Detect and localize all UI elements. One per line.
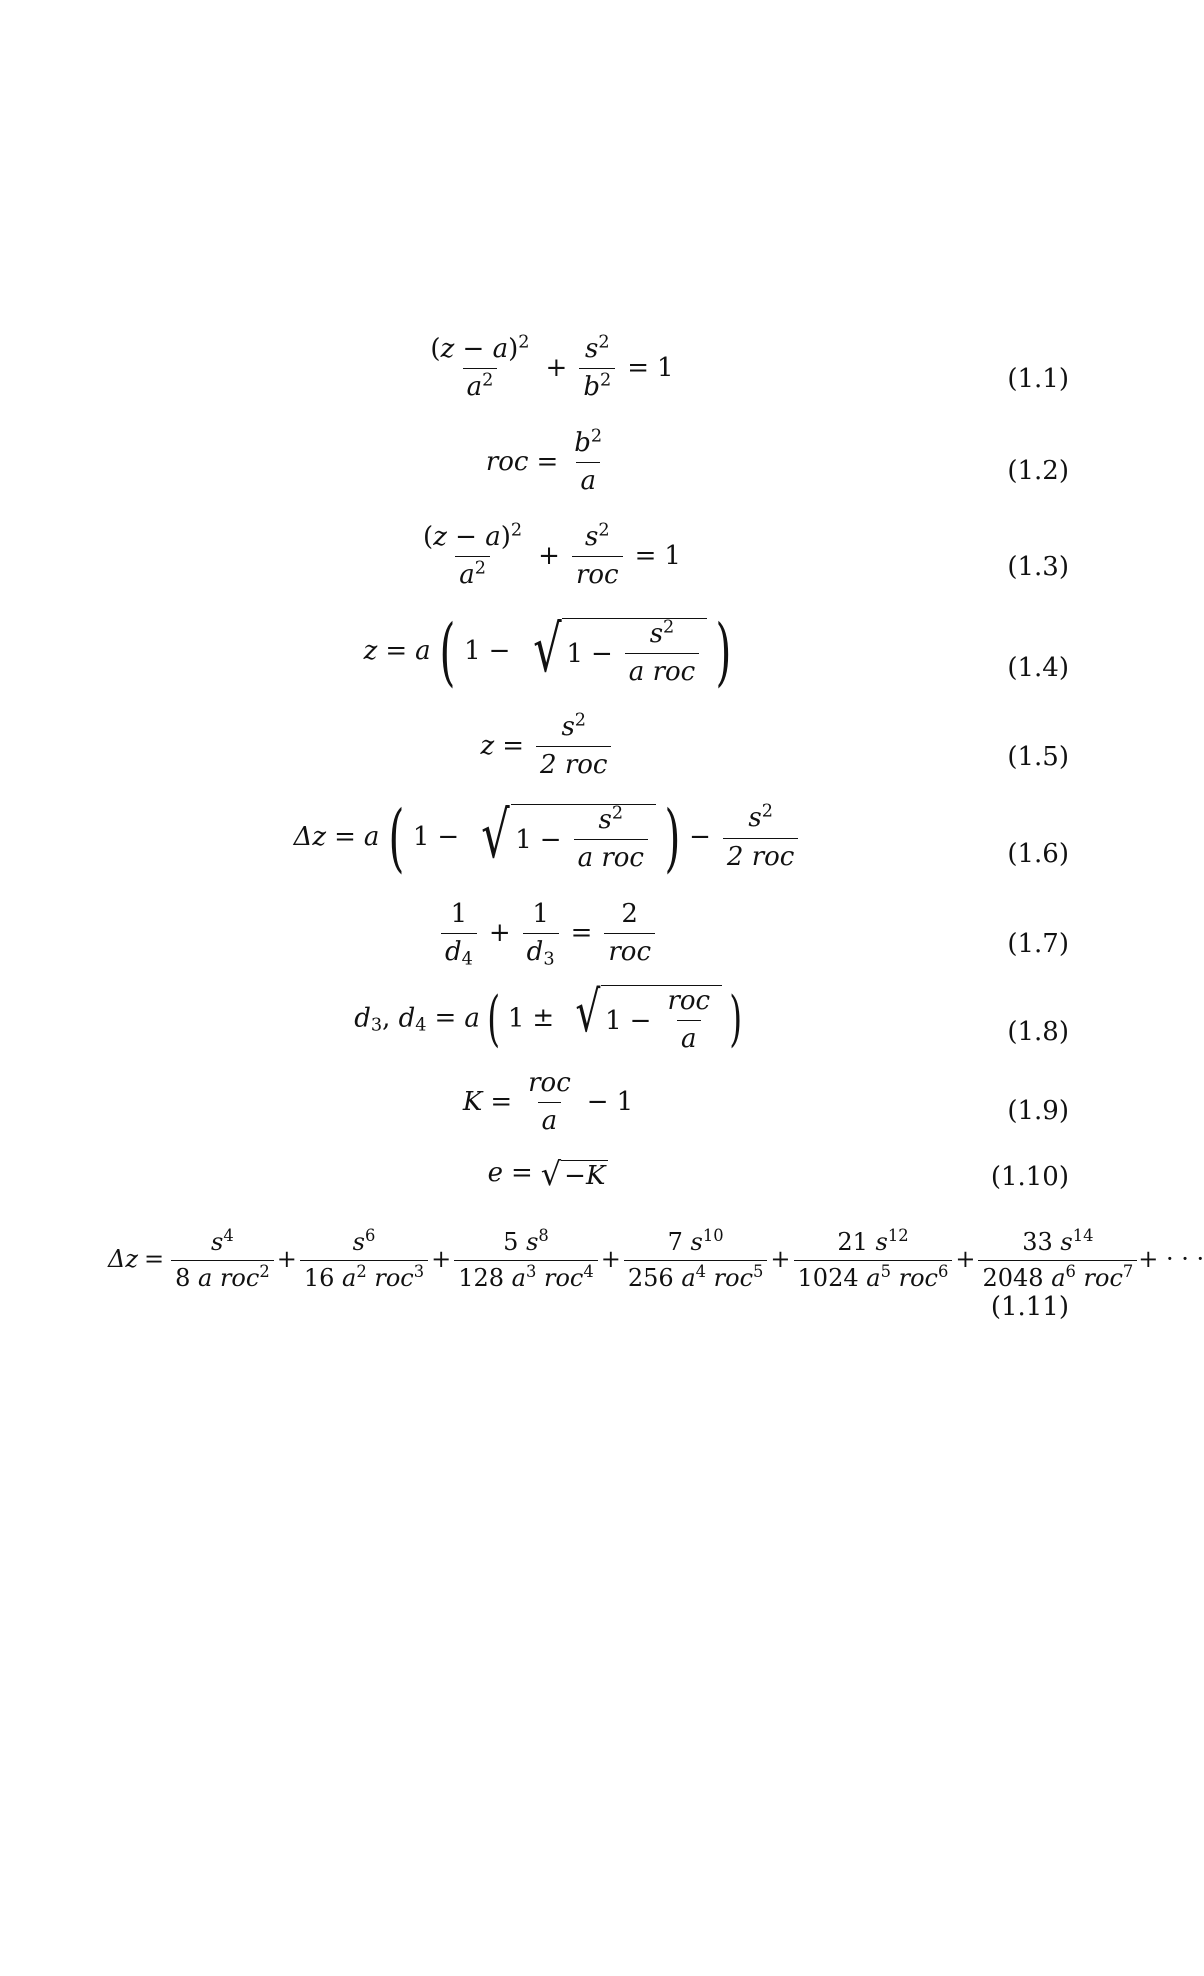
equation-number: (1.7)	[1007, 929, 1069, 959]
square-root: √ 1 − $\frac{s^2}{\text{a roc}}$	[527, 618, 708, 687]
square-root: √ 1 − $\frac{s^2}{\text{a roc}}$	[475, 804, 656, 873]
plus-operator: +	[770, 1245, 791, 1274]
series-term: $\frac{s^4}{8 a roc^2}$	[171, 1230, 274, 1291]
fraction: $\frac{b^2}{a}$	[574, 426, 603, 497]
plus-operator: +	[600, 1245, 621, 1274]
fraction: $\frac{(z - a)^2}{a^2}$	[423, 520, 523, 591]
equation-number: (1.4)	[1007, 653, 1069, 683]
equation-body: z = $\frac{s^2}{\text{2 roc}}$	[0, 714, 1096, 780]
equation-number: (1.3)	[1007, 552, 1069, 582]
roc-symbol: roc	[485, 446, 529, 477]
fraction: $\frac{s^2}{\text{roc}}$	[572, 524, 623, 590]
equation-number: (1.5)	[1007, 742, 1069, 772]
plus-operator: +	[955, 1245, 976, 1274]
equation-body: K = $\frac{\text{roc}}{a}$ − 1	[462, 1068, 634, 1137]
equation-body: z = a ( 1 − √ 1 − $\frac{s^2}{\text{a roc}}$ )	[363, 609, 732, 695]
fraction: $\frac{s^2}{\text{2 roc}}$	[536, 714, 611, 780]
equation-number: (1.2)	[1007, 456, 1069, 486]
equation-number: (1.1)	[1007, 364, 1069, 394]
equation-body: roc = $\frac{b^2}{a}$	[0, 430, 1096, 496]
plus-operator: +	[431, 1245, 452, 1274]
left-paren: (	[439, 609, 456, 695]
equation-body: Δz = $\frac{s^4}{8 a roc^2}$ + $\frac{s^6}{16 a^2 roc^3}$ + $\frac{5 s^8}{128 a^3 roc^4}$ + $\frac{7 s^{10}}{256 a^4 roc^5}$ + $\frac{21 s^{12}}{1024 a^5 roc^6}$ + $\frac{33 s^{14}}{2048 a^6 roc^7}$ + · · ·	[108, 1226, 1204, 1293]
equation-body: Δz = a ( 1 − √ 1 − $\frac{s^2}{\text{a roc}}$ ) − $\frac{s^2}{\text{2 roc}}$	[0, 801, 1096, 875]
equation-number: (1.6)	[1007, 839, 1069, 869]
series-term: $\frac{33 s^{14}}{2048 a^6 roc^7}$	[978, 1230, 1137, 1291]
equation-number: (1.8)	[1007, 1017, 1069, 1047]
equation-body: $d_3$, $d_4 = a$ ( 1 ± √ 1 − $\frac{\text{roc}}{a}$ )	[354, 980, 743, 1055]
equation-number: (1.9)	[1007, 1096, 1069, 1126]
equation-body: $\frac{1}{d_4}$ + $\frac{1}{d_3}$ = $\frac{2}{\text{roc}}$	[0, 901, 1096, 967]
fraction: $\frac{s^2}{b^2}$	[579, 336, 615, 402]
series-term: $\frac{5 s^8}{128 a^3 roc^4}$	[454, 1230, 598, 1291]
plus-operator: +	[276, 1245, 297, 1274]
ellipsis: + · · ·	[1138, 1245, 1204, 1274]
right-paren: )	[715, 609, 732, 695]
equation-body: $\frac{(z - a)^2}{a^2}$ + $\frac{s^2}{b^2}$ = 1	[0, 336, 1096, 402]
series-term: $\frac{s^6}{16 a^2 roc^3}$	[300, 1230, 428, 1291]
equation-number: (1.11)	[990, 1292, 1069, 1322]
equation-body: e = √ −K	[0, 1158, 1096, 1190]
equation-number: (1.10)	[990, 1162, 1069, 1192]
series-term: $\frac{21 s^{12}}{1024 a^5 roc^6}$	[794, 1230, 953, 1291]
equation-body: $\frac{(z - a)^2}{a^2}$ + $\frac{s^2}{\text{roc}}$ = 1	[0, 524, 1096, 590]
series-term: $\frac{7 s^{10}}{256 a^4 roc^5}$	[624, 1230, 768, 1291]
fraction: $\frac{(z - a)^2}{a^2}$	[430, 332, 530, 403]
